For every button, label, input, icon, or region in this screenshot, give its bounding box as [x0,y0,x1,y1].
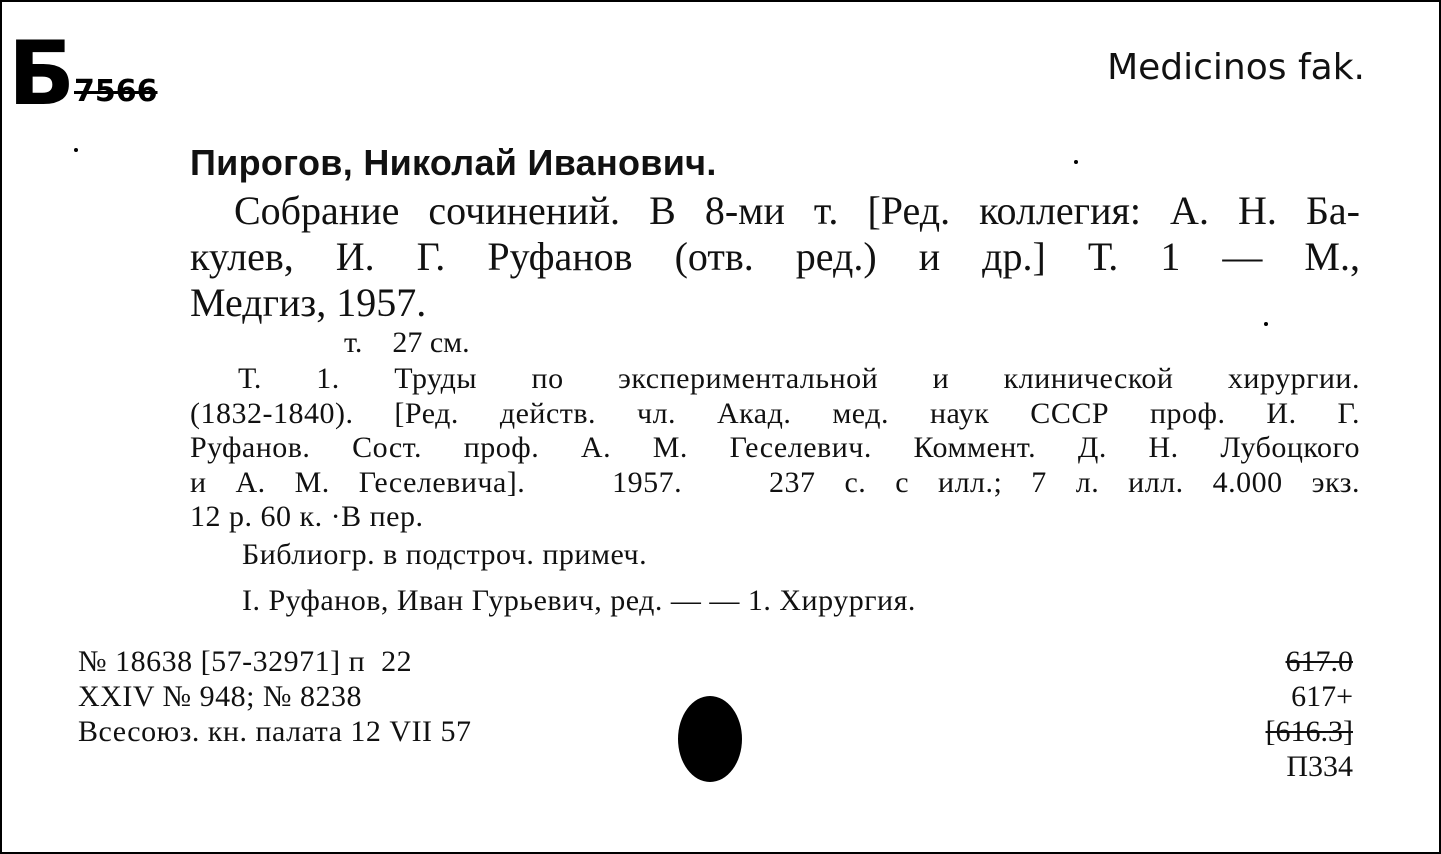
bibliography-note: Библиогр. в подстроч. примеч. [242,538,648,571]
tracings: I. Руфанов, Иван Гурьевич, ред. — — 1. Хирургия. [242,584,916,617]
struck-class-number-alt: [616.3] [1265,715,1353,748]
author-heading: Пирогов, Николай Иванович. [190,142,717,183]
title-line: Собрание сочинений. В 8-ми т. [Ред. коллегия: А. Н. Ба- [234,188,1360,233]
class-number [1266,679,1353,749]
punch-hole [678,696,742,782]
title-statement [190,188,1360,326]
registry-line: Всесоюз. кн. палата 12 VII 57 [78,715,472,748]
physical-description: т. 27 см. [344,326,470,359]
note-line: 12 р. 60 к. ·В пер. [190,500,424,533]
call-number: Б [8,22,76,125]
registry-info [78,644,472,749]
title-line: кулев, И. Г. Руфанов (отв. ред.) и др.] Т. 1 — М., [190,234,1360,279]
registry-line: № 18638 [57-32971] п 22 [78,645,413,678]
note-line: и А. М. Геселевича]. 1957. 237 с. с илл.; 7 л. илл. 4.000 экз. [190,465,1360,499]
ink-speck [1074,160,1078,164]
note-line: Т. 1. Труды по экспериментальной и клинической хирургии. [238,362,1360,395]
title-line: Медгиз, 1957. [190,280,427,325]
note-line: Руфанов. Сост. проф. А. М. Геселевич. Коммент. Д. Н. Лубоцкого [190,431,1360,464]
faculty-stamp: Medicinos fak. [1107,47,1365,88]
registry-line: XXIV № 948; № 8238 [78,680,363,713]
class-number-prefix: 617+ [1291,680,1353,713]
volume-note [190,362,1360,535]
classification-codes [1266,644,1353,784]
struck-class-number: 617.0 [1285,645,1353,678]
note-line: (1832-1840). [Ред. действ. чл. Акад. мед. наук СССР проф. И. Г. [190,396,1360,430]
shelf-code: П334 [1286,750,1353,783]
struck-call-number: 7566 [74,74,158,109]
ink-speck [74,148,78,152]
